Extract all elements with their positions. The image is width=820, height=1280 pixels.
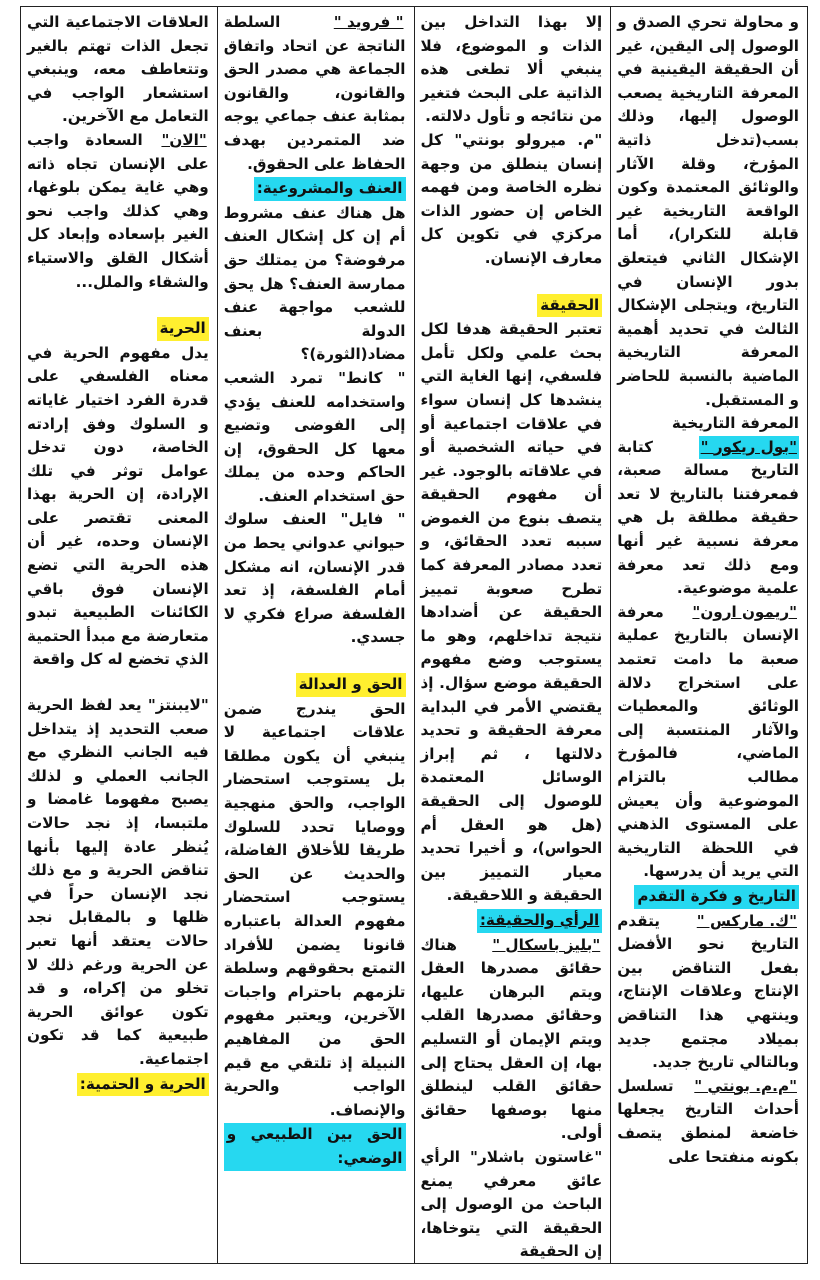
aron-text: معرفة الإنسان بالتاريخ عملية صعبة ما دامت تعتمد على استخراج دلالة الوثائق والمعطيات والآثار المنتسبة إلى الماضي، فالمؤرخ مطالب بالتزام الموضوعية وأن يعيش على المستوى الذهني في اللحظة التاريخية التي يريد أن يدرسها. [617, 602, 799, 881]
ricoeur-paragraph [617, 436, 799, 601]
social-relations-text: العلاقات الاجتماعية التي تجعل الذات تهتم بالغير وتتعاطف معه، وينبغي استشعار الواجب في التعامل مع الآخرين. [27, 13, 209, 126]
column-1 [610, 7, 807, 1263]
subjectivity-text: إلا بهذا التداخل بين الذات و الموضوع، فلا ينبغي ألا تطغى هذه الذاتية على البحث فتغير من نتائجه و تأول دلالته. [420, 13, 603, 126]
ricoeur-name: "بول ريكور " [699, 436, 799, 460]
freud-paragraph [224, 11, 406, 176]
heading-natural-positive-right: الحق بين الطبيعي و الوضعي: [224, 1123, 406, 1170]
heading-violence-legitimacy: العنف والمشروعية: [254, 177, 406, 201]
alain-name: "الان" [161, 130, 207, 149]
heading-right-justice: الحق و العدالة [296, 673, 406, 697]
heading-freedom: الحرية [157, 317, 209, 341]
column-4 [21, 7, 217, 1263]
pascal-text: هناك حقائق مصدرها العقل ويتم البرهان عليها، وحقائق مصدرها القلب ويتم الإيمان أو التسليم بها، إن العقل يحتاج إلى حقائق القلب لينطلق منها بوصفها حقائق أولى. [420, 935, 603, 1143]
marx-name: "ك. ماركس " [696, 911, 797, 930]
leibniz-text: "لايبنتز" يعد لفظ الحرية صعب التحديد إذ يتداخل فيه الجانب النظري مع الجانب العملي و لذلك يصبح مفهوما غامضا و ملتبسا، إذ نجد حالات يُنظر عادة إليها بأنها تناقض الحرية و مع ذلك نجد الإنسان حراً في ظلها و بالمقابل نجد حالات يعتقد أنها تعبر عن الحرية ورغم ذلك لا تخلو من إكراه، و قد تكون عوائق الحرية طبيعية كما قد تكون اجتماعية. [27, 696, 209, 1068]
history-knowledge-label: المعرفة التاريخية [671, 414, 799, 433]
document-page [20, 6, 808, 1264]
ponty-name: "م.م. بونتي " [694, 1076, 797, 1095]
heading-history-progress: التاريخ و فكرة التقدم [634, 885, 799, 909]
column-2 [414, 7, 611, 1263]
history-intro-text: و محاولة تحري الصدق و الوصول إلى اليقين، غير أن الحقيقة اليقينية في المعرفة التاريخية يصعب الوصول إليها، وذلك بسب(تدخل ذاتية المؤرخ، وقلة الآثار والوثائق المعتمدة وكون الواقعة التاريخية غير قابلة للتكرار)، أما الإشكال الثاني فيتعلق بدور الإنسان في التاريخ، ويتجلى الإشكال الثالث في تحديد أهمية المعرفة التاريخية الماضية بالنسبة للحاضر و المستقبل. [617, 13, 799, 409]
aron-name: "ريمون ارون" [692, 602, 797, 621]
pascal-paragraph [421, 934, 603, 1146]
heading-freedom-determinism: الحرية و الحتمية: [77, 1073, 209, 1097]
aron-paragraph [617, 601, 799, 884]
kant-text: " كانط" تمرد الشعب واستخدامه للعنف يؤدي إلى الفوضى وتضيع معها كل الحقوق، إن الحاكم وحده من يملك حق استخدام العنف. [223, 368, 406, 505]
freud-text: السلطة الناتجة عن اتحاد واتفاق الجماعة هي مصدر الحق والقانون، والقانون بمثابة عنف جماعي يوجه ضد المتمردين بهدف الحفاظ على الحقوق. [223, 13, 406, 173]
ricoeur-text: كتابة التاريخ مسالة صعبة، فمعرفتنا بالتاريخ لا تعد حقيقة مطلقة بل هي معرفة نسبية غير أنها ومع ذلك تعد معرفة علمية موضوعية. [617, 437, 799, 598]
heading-truth: الحقيقة [537, 294, 602, 318]
marx-paragraph [617, 910, 799, 1075]
right-justice-text: الحق يندرج ضمن علاقات اجتماعية لا ينبغي أن يكون مطلقا بل يستوجب استحضار الواجب، والحق منهجية ووصايا تحدد للسلوك طريقا للأخلاق الفاضلة، والحديث عن الحق يستوجب استحضار مفهوم العدالة باعتباره قانونا يضمن للأفراد التمتع بحقوقهم وسلطة تلزمهم باحترام واجبات الآخرين، ويعتبر مفهوم الحق من المفاهيم النبيلة إذ تلتقي مع قيم الواجب والحرية والإنصاف. [223, 699, 406, 1119]
ponty-paragraph [617, 1075, 799, 1169]
ponty-text: تسلسل أحداث التاريخ يجعلها خاضعة لمنطق يتصف بكونه منفتحا على [617, 1076, 799, 1166]
heading-opinion-truth: الرأي والحقيقة: [477, 909, 602, 933]
merleau-ponty-text: "م. ميرولو بونتي" كل إنسان ينطلق من وجهة نظره الخاصة ومن فهمه الخاص إن حضور الذات مركزي في تكوين كل معارف الإنسان. [420, 130, 603, 267]
weil-text: " فايل" العنف سلوك حيواني عدواني يحط من قدر الإنسان، انه مشكل أمام الفلسفة، إذ تعد الفلسفة صراع فكري لا جسدي. [223, 510, 406, 647]
alain-text: السعادة واجب على الإنسان تجاه ذاته وهي غاية يمكن بلوغها، وهي كذلك واجب نحو الغير بإسعاده وإبعاد كل أشكال القلق والاستياء والشقاء والملل... [27, 130, 209, 291]
violence-questions-text: هل هناك عنف مشروط أم إن كل إشكال العنف مرفوضة؟ من يمتلك حق ممارسة العنف؟ هل يحق للشعب مواجهة عنف الدولة بعنف مضاد(الثورة)؟ [223, 203, 406, 364]
alain-paragraph [27, 129, 209, 294]
pascal-name: "بليز باسكال " [492, 935, 601, 954]
marx-text: يتقدم التاريخ نحو الأفضل بفعل التناقض بين الإنتاج وعلاقات الإنتاج، وينتهي هذا التناقض بميلاد مجتمع جديد وبالتالي تاريخ جديد. [617, 911, 799, 1072]
bachelard-text: "غاستون باشلار" الرأي عائق معرفي يمنع الباحث من الوصول إلى الحقيقة التي يتوخاها، إن الحقيقة [420, 1147, 603, 1261]
freedom-intro-text: يدل مفهوم الحرية في معناه الفلسفي على قدرة الفرد اختيار غاياته و السلوك وفق إرادته الخاصة، دون تدخل عوامل توثر في تلك الإرادة، إن الحرية بهذا المعنى تقتصر على الإنسان وحده، غير أن هذه الحرية التي تضع الإنسان فوق باقي الكائنات الطبيعية تبدو متعارضة مع مبدأ الحتمية الذي تخضع له كل واقعة [27, 343, 209, 669]
column-3 [217, 7, 414, 1263]
truth-intro-text: تعتبر الحقيقة هدفا لكل بحث علمي ولكل تأمل فلسفي، إنها الغاية التي ينشدها كل إنسان سواء في علاقات اجتماعية أو في حياته الشخصية أو في علاقاته بالوجود. غير أن مفهوم الحقيقة يتصف بنوع من الغموض سببه تعدد الحقائق، و تعدد مصادر المعرفة كما تطرح صعوبة تمييز الحقيقة عن أضدادها نتيجة تداخلهم، وهو ما يستوجب وضع مفهوم الحقيقة موضع سؤال. إذ يقتضي الأمر في البداية معرفة الحقيقة و تحديد دلالتها ، ثم إبراز الوسائل المعتمدة للوصول إلى الحقيقة (هل هو العقل أم الحواس)، و أخيرا تحديد معيار التمييز بين الحقيقة و اللاحقيقة. [420, 320, 603, 905]
freud-name: " فرويد " [333, 13, 404, 31]
